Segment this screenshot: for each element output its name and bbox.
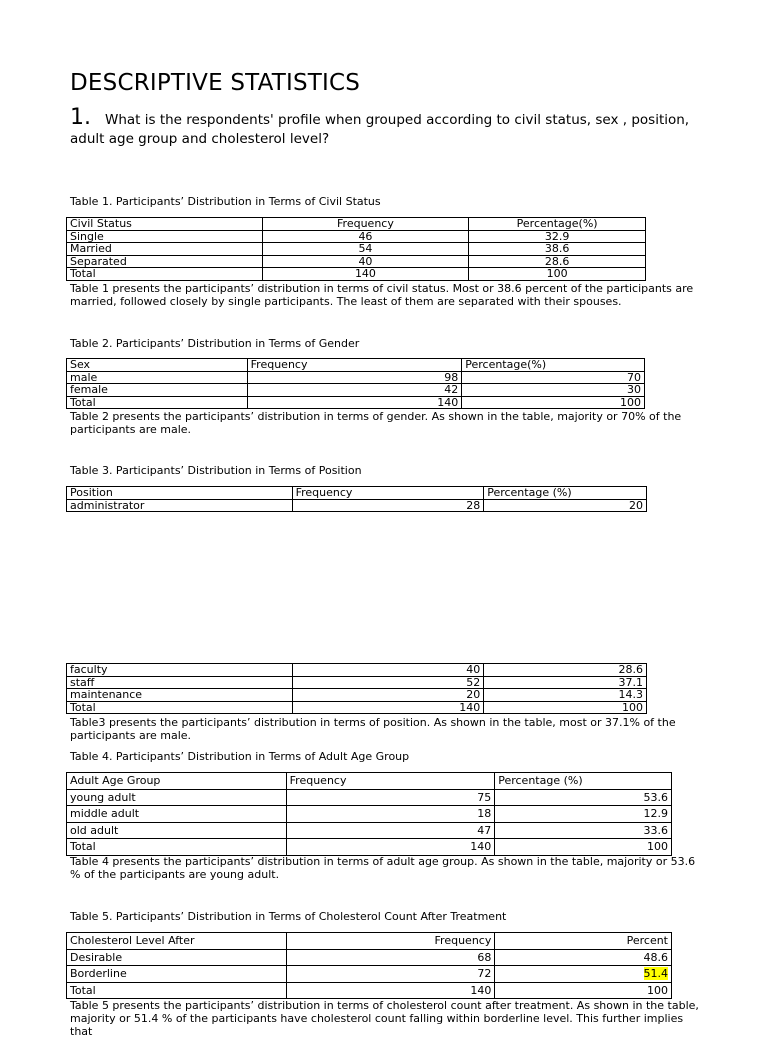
table-row-total: [67, 982, 672, 999]
table-cell: middle adult: [67, 806, 287, 823]
table-cell: maintenance: [67, 689, 293, 702]
header-cell: Cholesterol Level After: [67, 933, 287, 950]
table-header-row: [67, 773, 672, 790]
table-cell: male: [67, 371, 248, 384]
position-table-part2: [66, 663, 647, 714]
age-group-table: [66, 772, 672, 856]
table2-caption: Table 2. Participants’ Distribution in Terms of Gender: [70, 337, 360, 350]
table-cell: 20: [484, 499, 647, 512]
table-cell: faculty: [67, 664, 293, 677]
table-row: [67, 371, 645, 384]
table1-description: Table 1 presents the participants’ distribution in terms of civil status. Most or 38.6 percent of the participants are married, followed closely by single participants. The least of them are separated with their spouses.: [70, 282, 694, 308]
table-cell: 100: [495, 982, 672, 999]
table-cell: 53.6: [495, 789, 672, 806]
table-cell: 52: [292, 676, 484, 689]
header-cell: Percentage (%): [484, 487, 647, 500]
table-cell: Borderline: [67, 966, 287, 983]
question-text: What is the respondents' profile when grouped according to civil status, sex , position, adult age group and cholesterol level?: [70, 112, 690, 147]
header-cell: Sex: [67, 359, 248, 372]
table-cell: 100: [484, 701, 647, 714]
table-cell: 100: [495, 839, 672, 856]
table-cell: 33.6: [495, 822, 672, 839]
table-cell: 42: [247, 384, 462, 397]
table-header-row: [67, 359, 645, 372]
table4-description: Table 4 presents the participants’ distribution in terms of adult age group. As shown in the table, majority or 53.6 % of the participants are young adult.: [70, 855, 696, 881]
header-cell: Frequency: [247, 359, 462, 372]
table5-caption: Table 5. Participants’ Distribution in Terms of Cholesterol Count After Treatment: [70, 910, 507, 923]
table-cell: 12.9: [495, 806, 672, 823]
header-cell: Frequency: [286, 933, 495, 950]
table-cell: Total: [67, 982, 287, 999]
table-row-total: [67, 701, 647, 714]
table2-description: Table 2 presents the participants’ distribution in terms of gender. As shown in the table, majority or 70% of the participants are male.: [70, 410, 682, 436]
table-cell: 38.6: [469, 243, 646, 256]
position-table-part1: [66, 486, 647, 512]
civil-status-table: [66, 217, 646, 281]
table-row: [67, 949, 672, 966]
table-header-row: [67, 933, 672, 950]
table-cell: Single: [67, 230, 263, 243]
table-cell: Total: [67, 396, 248, 409]
table-cell: 46: [262, 230, 469, 243]
table-row: [67, 384, 645, 397]
table-cell: 32.9: [469, 230, 646, 243]
table-row-total: [67, 839, 672, 856]
header-cell: Civil Status: [67, 218, 263, 231]
table-cell: 140: [286, 982, 495, 999]
header-cell: Percentage(%): [462, 359, 645, 372]
header-cell: Frequency: [262, 218, 469, 231]
gender-table: [66, 358, 645, 409]
table-cell: 75: [286, 789, 495, 806]
table-cell: 70: [462, 371, 645, 384]
page-title: DESCRIPTIVE STATISTICS: [70, 70, 361, 96]
table-cell: young adult: [67, 789, 287, 806]
table-row: [67, 255, 646, 268]
table3-caption: Table 3. Participants’ Distribution in Terms of Position: [70, 464, 362, 477]
table-cell: 37.1: [484, 676, 647, 689]
table-cell: 28.6: [469, 255, 646, 268]
table-cell: Total: [67, 839, 287, 856]
table-row: [67, 499, 647, 512]
header-cell: Adult Age Group: [67, 773, 287, 790]
table-cell: 48.6: [495, 949, 672, 966]
table-cell: 18: [286, 806, 495, 823]
table-cell: 140: [292, 701, 484, 714]
table4-caption: Table 4. Participants’ Distribution in Terms of Adult Age Group: [70, 750, 410, 763]
table-cell: Total: [67, 268, 263, 281]
table-cell: 47: [286, 822, 495, 839]
question-number: 1.: [70, 105, 91, 130]
research-question: [70, 105, 710, 149]
table1-caption: Table 1. Participants’ Distribution in Terms of Civil Status: [70, 195, 381, 208]
highlighted-value: 51.4: [643, 967, 668, 980]
table-header-row: [67, 218, 646, 231]
table-cell: 28.6: [484, 664, 647, 677]
table-row: [67, 966, 672, 983]
header-cell: Frequency: [292, 487, 484, 500]
table-cell: administrator: [67, 499, 293, 512]
table-cell: Married: [67, 243, 263, 256]
table-row: [67, 789, 672, 806]
table-row: [67, 230, 646, 243]
table-row: [67, 664, 647, 677]
table-cell: 72: [286, 966, 495, 983]
table-cell: 140: [262, 268, 469, 281]
table-row: [67, 689, 647, 702]
table-cell: 30: [462, 384, 645, 397]
table-cell: 100: [462, 396, 645, 409]
table-row-total: [67, 268, 646, 281]
table-cell: [495, 966, 672, 983]
header-cell: Percentage (%): [495, 773, 672, 790]
table-cell: 140: [286, 839, 495, 856]
header-cell: Position: [67, 487, 293, 500]
cholesterol-table: [66, 932, 672, 999]
table-row-total: [67, 396, 645, 409]
table-cell: female: [67, 384, 248, 397]
header-cell: Percentage(%): [469, 218, 646, 231]
table-cell: Desirable: [67, 949, 287, 966]
table-row: [67, 822, 672, 839]
table-row: [67, 243, 646, 256]
table-cell: 14.3: [484, 689, 647, 702]
table-cell: 20: [292, 689, 484, 702]
header-cell: Frequency: [286, 773, 495, 790]
table-cell: 40: [262, 255, 469, 268]
table-header-row: [67, 487, 647, 500]
table-cell: 28: [292, 499, 484, 512]
header-cell: Percent: [495, 933, 672, 950]
table-cell: Total: [67, 701, 293, 714]
table-cell: 40: [292, 664, 484, 677]
table-cell: 100: [469, 268, 646, 281]
table-cell: 140: [247, 396, 462, 409]
table-cell: 98: [247, 371, 462, 384]
table-cell: Separated: [67, 255, 263, 268]
table-cell: 68: [286, 949, 495, 966]
table-cell: old adult: [67, 822, 287, 839]
table5-description: Table 5 presents the participants’ distribution in terms of cholesterol count after treatment. As shown in the table, majority or 51.4 % of the participants have cholesterol count falling within borderline level. This further implies that: [70, 999, 699, 1038]
table-row: [67, 676, 647, 689]
table-cell: staff: [67, 676, 293, 689]
table-row: [67, 806, 672, 823]
table-cell: 54: [262, 243, 469, 256]
table3-description: Table3 presents the participants’ distribution in terms of position. As shown in the table, most or 37.1% of the participants are male.: [70, 716, 676, 742]
